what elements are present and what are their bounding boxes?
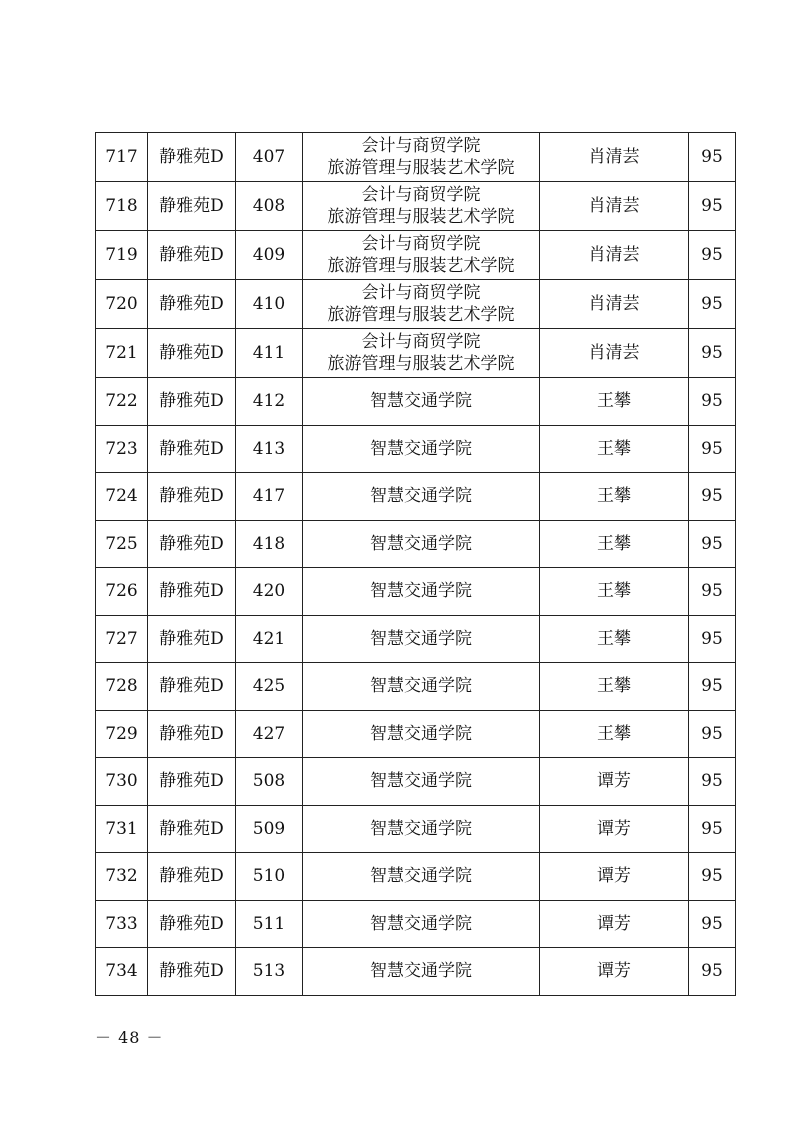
room-number-cell: 508 — [236, 758, 303, 806]
score-cell: 95 — [689, 615, 736, 663]
building-cell: 静雅苑D — [148, 853, 236, 901]
row-number-cell: 729 — [96, 710, 148, 758]
room-number-cell: 408 — [236, 182, 303, 231]
row-number-cell: 717 — [96, 133, 148, 182]
college-line: 会计与商贸学院 — [361, 283, 481, 303]
score-cell: 95 — [689, 520, 736, 568]
score-cell: 95 — [689, 231, 736, 280]
person-cell: 谭芳 — [540, 948, 689, 996]
score-cell: 95 — [689, 329, 736, 378]
table-row — [96, 378, 736, 426]
table-row — [96, 805, 736, 853]
score-cell: 95 — [689, 473, 736, 521]
person-cell: 王攀 — [540, 378, 689, 426]
row-number-cell: 733 — [96, 900, 148, 948]
score-cell: 95 — [689, 425, 736, 473]
college-cell — [303, 853, 540, 901]
room-number-cell: 420 — [236, 568, 303, 616]
building-cell: 静雅苑D — [148, 182, 236, 231]
college-line: 智慧交通学院 — [370, 913, 472, 934]
college-cell — [303, 329, 540, 378]
college-line: 智慧交通学院 — [370, 581, 472, 602]
building-cell: 静雅苑D — [148, 568, 236, 616]
person-cell: 王攀 — [540, 473, 689, 521]
table-row — [96, 182, 736, 231]
row-number-cell: 731 — [96, 805, 148, 853]
table-row — [96, 758, 736, 806]
college-line: 智慧交通学院 — [370, 628, 472, 649]
table-row — [96, 900, 736, 948]
college-line: 智慧交通学院 — [370, 438, 472, 459]
score-cell: 95 — [689, 948, 736, 996]
room-number-cell: 411 — [236, 329, 303, 378]
building-cell: 静雅苑D — [148, 900, 236, 948]
room-number-cell: 511 — [236, 900, 303, 948]
table-row — [96, 473, 736, 521]
dormitory-score-table — [95, 132, 736, 996]
building-cell: 静雅苑D — [148, 133, 236, 182]
college-cell — [303, 182, 540, 231]
college-line: 旅游管理与服装艺术学院 — [327, 354, 515, 374]
room-number-cell: 407 — [236, 133, 303, 182]
college-line: 旅游管理与服装艺术学院 — [327, 305, 515, 325]
score-cell: 95 — [689, 663, 736, 711]
person-cell: 谭芳 — [540, 900, 689, 948]
person-cell: 谭芳 — [540, 758, 689, 806]
table-row — [96, 520, 736, 568]
person-cell: 谭芳 — [540, 853, 689, 901]
room-number-cell: 409 — [236, 231, 303, 280]
building-cell: 静雅苑D — [148, 758, 236, 806]
room-number-cell: 509 — [236, 805, 303, 853]
college-line: 智慧交通学院 — [370, 676, 472, 697]
college-line: 智慧交通学院 — [370, 533, 472, 554]
building-cell: 静雅苑D — [148, 378, 236, 426]
college-line: 智慧交通学院 — [370, 391, 472, 412]
college-line: 旅游管理与服装艺术学院 — [327, 207, 515, 227]
person-cell: 王攀 — [540, 615, 689, 663]
building-cell: 静雅苑D — [148, 473, 236, 521]
page-number: － 48 － — [95, 1028, 164, 1047]
score-cell: 95 — [689, 568, 736, 616]
college-line: 智慧交通学院 — [370, 486, 472, 507]
room-number-cell: 417 — [236, 473, 303, 521]
score-cell: 95 — [689, 900, 736, 948]
college-line: 智慧交通学院 — [370, 723, 472, 744]
college-line: 会计与商贸学院 — [361, 185, 481, 205]
college-line: 会计与商贸学院 — [361, 136, 481, 156]
college-line: 智慧交通学院 — [370, 961, 472, 982]
building-cell: 静雅苑D — [148, 710, 236, 758]
table-row — [96, 329, 736, 378]
college-cell — [303, 473, 540, 521]
table-row — [96, 231, 736, 280]
room-number-cell: 412 — [236, 378, 303, 426]
score-cell: 95 — [689, 805, 736, 853]
building-cell: 静雅苑D — [148, 329, 236, 378]
room-number-cell: 421 — [236, 615, 303, 663]
person-cell: 王攀 — [540, 710, 689, 758]
building-cell: 静雅苑D — [148, 948, 236, 996]
row-number-cell: 718 — [96, 182, 148, 231]
person-cell: 王攀 — [540, 520, 689, 568]
table-row — [96, 948, 736, 996]
row-number-cell: 727 — [96, 615, 148, 663]
college-line: 会计与商贸学院 — [361, 234, 481, 254]
college-cell — [303, 758, 540, 806]
score-cell: 95 — [689, 182, 736, 231]
person-cell: 肖清芸 — [540, 231, 689, 280]
college-line: 旅游管理与服装艺术学院 — [327, 158, 515, 178]
table-row — [96, 853, 736, 901]
row-number-cell: 725 — [96, 520, 148, 568]
row-number-cell: 720 — [96, 280, 148, 329]
score-cell: 95 — [689, 280, 736, 329]
table-row — [96, 568, 736, 616]
row-number-cell: 723 — [96, 425, 148, 473]
college-cell — [303, 378, 540, 426]
room-number-cell: 413 — [236, 425, 303, 473]
table-body — [96, 133, 736, 996]
college-line: 智慧交通学院 — [370, 771, 472, 792]
table-row — [96, 280, 736, 329]
room-number-cell: 513 — [236, 948, 303, 996]
college-cell — [303, 280, 540, 329]
college-cell — [303, 948, 540, 996]
row-number-cell: 721 — [96, 329, 148, 378]
row-number-cell: 732 — [96, 853, 148, 901]
building-cell: 静雅苑D — [148, 425, 236, 473]
college-line: 智慧交通学院 — [370, 866, 472, 887]
college-cell — [303, 231, 540, 280]
college-cell — [303, 425, 540, 473]
college-cell — [303, 520, 540, 568]
college-cell — [303, 710, 540, 758]
table-row — [96, 663, 736, 711]
score-cell: 95 — [689, 378, 736, 426]
row-number-cell: 728 — [96, 663, 148, 711]
row-number-cell: 734 — [96, 948, 148, 996]
score-cell: 95 — [689, 710, 736, 758]
building-cell: 静雅苑D — [148, 615, 236, 663]
room-number-cell: 418 — [236, 520, 303, 568]
row-number-cell: 722 — [96, 378, 148, 426]
person-cell: 肖清芸 — [540, 329, 689, 378]
college-cell — [303, 900, 540, 948]
room-number-cell: 510 — [236, 853, 303, 901]
score-cell: 95 — [689, 758, 736, 806]
person-cell: 王攀 — [540, 568, 689, 616]
college-line: 旅游管理与服装艺术学院 — [327, 256, 515, 276]
table-row — [96, 615, 736, 663]
score-cell: 95 — [689, 853, 736, 901]
college-line: 智慧交通学院 — [370, 818, 472, 839]
college-cell — [303, 805, 540, 853]
room-number-cell: 410 — [236, 280, 303, 329]
row-number-cell: 726 — [96, 568, 148, 616]
score-cell: 95 — [689, 133, 736, 182]
row-number-cell: 724 — [96, 473, 148, 521]
room-number-cell: 425 — [236, 663, 303, 711]
person-cell: 肖清芸 — [540, 182, 689, 231]
table-row — [96, 133, 736, 182]
row-number-cell: 730 — [96, 758, 148, 806]
room-number-cell: 427 — [236, 710, 303, 758]
row-number-cell: 719 — [96, 231, 148, 280]
person-cell: 谭芳 — [540, 805, 689, 853]
building-cell: 静雅苑D — [148, 663, 236, 711]
building-cell: 静雅苑D — [148, 520, 236, 568]
table-row — [96, 425, 736, 473]
college-cell — [303, 663, 540, 711]
person-cell: 王攀 — [540, 663, 689, 711]
person-cell: 肖清芸 — [540, 133, 689, 182]
college-cell — [303, 615, 540, 663]
building-cell: 静雅苑D — [148, 231, 236, 280]
college-cell — [303, 568, 540, 616]
person-cell: 王攀 — [540, 425, 689, 473]
college-cell — [303, 133, 540, 182]
building-cell: 静雅苑D — [148, 280, 236, 329]
person-cell: 肖清芸 — [540, 280, 689, 329]
college-line: 会计与商贸学院 — [361, 332, 481, 352]
table-row — [96, 710, 736, 758]
building-cell: 静雅苑D — [148, 805, 236, 853]
